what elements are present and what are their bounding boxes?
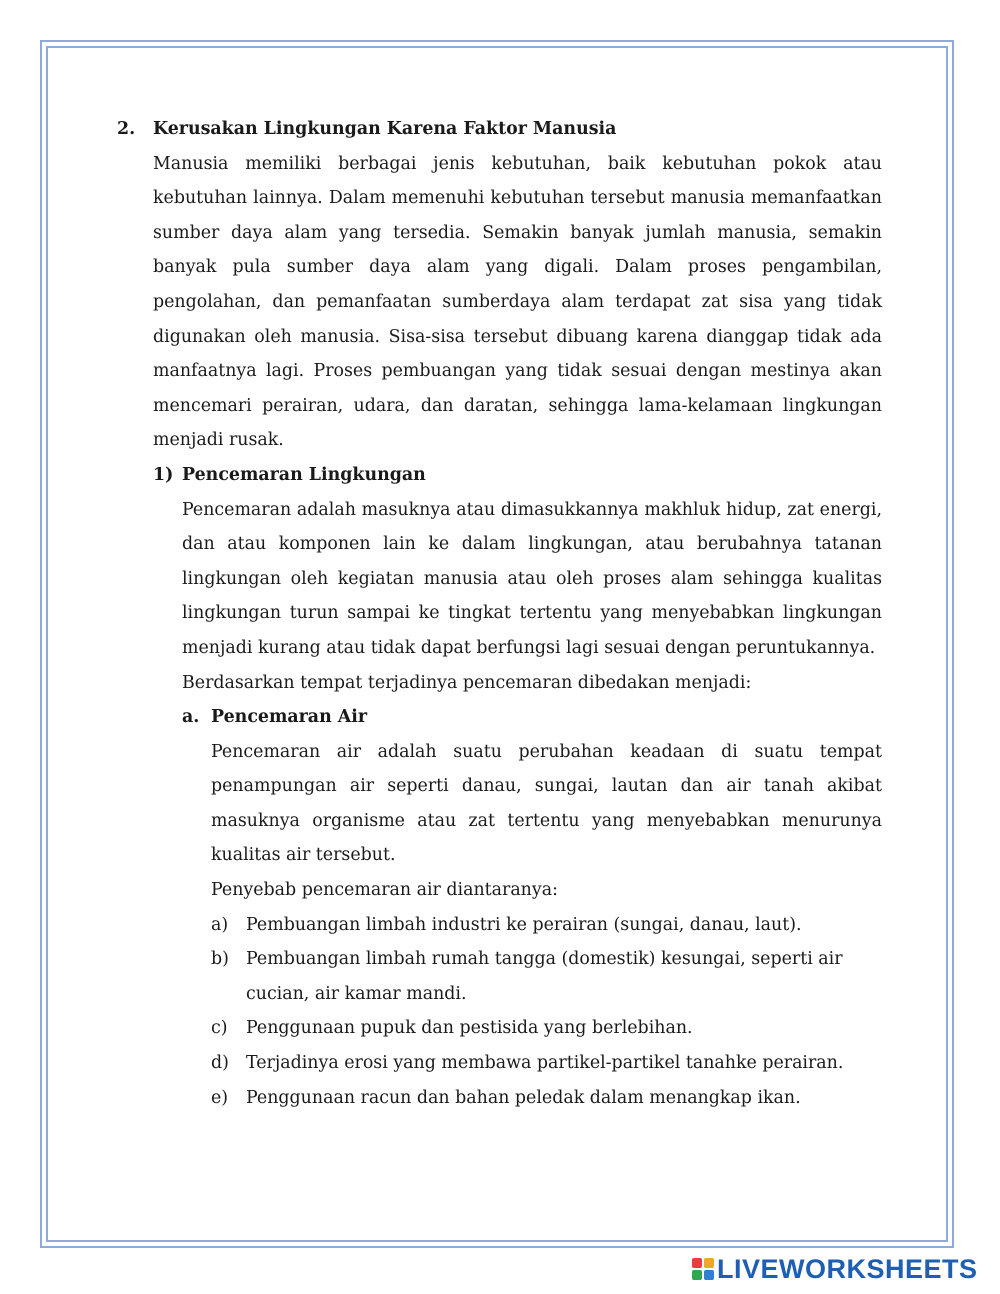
logo-text: LIVEWORKSHEETS [717,1253,978,1284]
liveworksheets-badge-icon [692,1258,714,1280]
list-item-text: Pembuangan limbah rumah tangga (domestik) kesungai, seperti air cucian, air kamar mandi. [246,949,843,1004]
list-item [211,1046,882,1081]
liveworksheets-logo[interactable] [692,1254,978,1284]
subsubsection-paragraph: Pencemaran air adalah suatu perubahan keadaan di suatu tempat penampungan air seperti danau, sungai, lautan dan air tanah akibat masuknya organisme atau zat tertentu yang menyebabkan menurunya kualitas air tersebut. [211,741,882,866]
list-item-text: Penggunaan pupuk dan pestisida yang berlebihan. [246,1018,693,1039]
subsection-title: Pencemaran Lingkungan [182,464,426,485]
list-item-text: Pembuangan limbah industri ke perairan (sungai, danau, laut). [246,914,802,935]
subsection-paragraph: Pencemaran adalah masuknya atau dimasukkannya makhluk hidup, zat energi, dan atau komponen lain ke dalam lingkungan, atau berubahnya tatanan lingkungan oleh kegiatan manusia atau oleh proses alam sehingga kualitas lingkungan turun sampai ke tingkat tertentu yang menyebabkan lingkungan menjadi kurang atau tidak dapat berfungsi lagi sesuai dengan peruntukannya. [182,499,882,658]
section-paragraph: Manusia memiliki berbagai jenis kebutuhan, baik kebutuhan pokok atau kebutuhan lainnya. Dalam memenuhi kebutuhan tersebut manusia memanfaatkan sumber daya alam yang tersedia. Semakin banyak jumlah manusia, semakin banyak pula sumber daya alam yang digali. Dalam proses pengambilan, pengolahan, dan pemanfaatan sumberdaya alam terdapat zat sisa yang tidak digunakan oleh manusia. Sisa-sisa tersebut dibuang karena dianggap tidak ada manfaatnya lagi. Proses pembuangan yang tidak sesuai dengan mestinya akan mencemari perairan, udara, dan daratan, sehingga lama-kelamaan lingkungan menjadi rusak. [153,153,882,451]
subsubsection-title: Pencemaran Air [211,707,368,728]
subsubsection-heading [182,700,882,735]
subsubsection-letter: a. [182,707,200,728]
list-item [211,942,882,1011]
list-item-marker: e) [211,1087,229,1108]
list-item-marker: b) [211,949,229,970]
causes-list [211,908,882,1116]
subsection-heading [153,458,882,493]
list-item-text: Penggunaan racun dan bahan peledak dalam menangkap ikan. [246,1087,801,1108]
section-number: 2. [117,119,136,139]
section-heading [117,112,882,147]
causes-intro: Penyebab pencemaran air diantaranya: [211,880,558,901]
list-item-marker: a) [211,914,229,935]
list-item [211,1081,882,1116]
list-item-marker: d) [211,1053,229,1074]
section-title: Kerusakan Lingkungan Karena Faktor Manusia [153,119,617,139]
worksheet-content [117,112,882,1115]
subsection-intro: Berdasarkan tempat terjadinya pencemaran dibedakan menjadi: [182,672,752,693]
subsection-number: 1) [153,464,174,485]
list-item-marker: c) [211,1018,228,1039]
list-item-text: Terjadinya erosi yang membawa partikel-partikel tanahke perairan. [246,1053,844,1074]
list-item [211,1011,882,1046]
list-item [211,908,882,943]
